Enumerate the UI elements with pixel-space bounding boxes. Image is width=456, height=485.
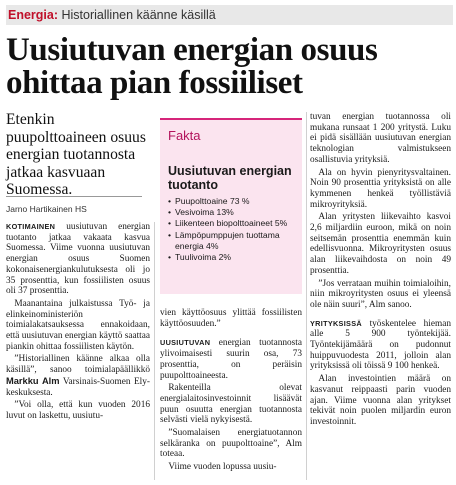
- subhead-lead: YRITYKSISSÄ: [310, 318, 362, 328]
- fact-item: • Lämpöpumppujen tuottama energia 4%: [168, 230, 300, 252]
- paragraph: YRITYKSISSÄ työskentelee hieman alle 5 900 työntekijää. Työntekijämäärä on pudonnut huippuvuodesta 2011, jolloin alan yrityksissä oli töissä 9 100 henkeä.: [310, 318, 451, 372]
- fact-box-heading: Uusiutuvan energian tuotanto: [168, 164, 292, 192]
- article-column-2: [160, 308, 302, 473]
- article-lead: Etenkin puupolttoaineen osuus energian tuotannosta jatkaa kasvuaan Suomessa.: [6, 111, 146, 198]
- fact-box: [160, 118, 302, 294]
- article-headline: Uusiutuvan energian osuus ohittaa pian fossiiliset: [6, 32, 378, 101]
- paragraph: ”Voi olla, että kun vuoden 2016 luvut on laskettu, uusiutu-: [6, 400, 150, 421]
- subhead-lead: UUSIUTUVAN: [160, 338, 211, 348]
- paragraph: UUSIUTUVAN energian tuotannosta ylivoimaisesti suurin osa, 73 prosenttia, on peräisin puupolttoaineesta.: [160, 338, 302, 381]
- paragraph: Rakenteilla olevat energialaitosinvestoinnit lisäävät puun osuutta energian tuotannosta selvästi vielä nykyisestä.: [160, 383, 302, 426]
- fact-item: • Vesivoima 13%: [168, 207, 300, 218]
- column-divider: [154, 222, 155, 480]
- kicker-topic: Historiallinen käänne käsillä: [61, 8, 216, 22]
- section-kicker: [6, 5, 453, 25]
- fact-item: • Puupolttoaine 73 %: [168, 196, 300, 207]
- fact-item: • Tuulivoima 2%: [168, 252, 300, 263]
- byline: Jarno Hartikainen HS: [6, 204, 87, 214]
- paragraph: KOTIMAINEN uusiutuvan energian tuotanto jatkaa vakaata kasvua Suomessa. Viime vuonna uusiutuvan energian osuus Suomen kokonaisenergiankulutuksesta oli jo 35 prosenttia, kun fossiilisten osuus oli 37 prosenttia.: [6, 222, 150, 297]
- paragraph: tuvan energian tuotannossa oli mukana runsaat 1 200 yritystä. Luku ei pidä sisällään uusiutuvan energian teknologian valmistukseen osallistuvia yrityksiä.: [310, 112, 451, 165]
- paragraph: Maanantaina julkaistussa Työ- ja elinkeinoministeriön toimialakatsauksessa ennakoidaan, että uusiutuvan energian käyttö saattaa piankin ohittaa fossiilisten käytön.: [6, 298, 150, 352]
- paragraph: ”Jos verrataan muihin toimialoihin, niin mikroyritysten osuus ei yleensä ole näin suuri”, Alm sanoo.: [310, 278, 451, 310]
- paragraph: ”Suomalaisen energiatuotannon selkäranka on puupolttoaine”, Alm toteaa.: [160, 428, 302, 460]
- paragraph: Viime vuoden lopussa uusiu-: [168, 462, 277, 473]
- fact-box-label: Fakta: [168, 128, 201, 143]
- kicker-section: Energia:: [8, 8, 59, 22]
- paragraph: Alan yritysten liikevaihto kasvoi 2,6 miljardiin euroon, mikä on noin seitsemän prosenttia enemmän kuin edellisvuonna. Mikroyritysten osuus alan liikevaihdosta on noin 49 prosenttia.: [310, 212, 451, 276]
- paragraph: Alan investointien määrä on kasvanut reippaasti parin vuoden ajan. Viime vuonna alan yritykset tekivät noin puolen miljardin euron investoinnit.: [310, 374, 451, 427]
- article-column-1: [6, 222, 150, 422]
- paragraph: Ala on hyvin pienyritysvaltainen. Noin 90 prosenttia yrityksistä on alle kymmenen henkeä työllistäviä mikroyrityksiä.: [310, 167, 451, 210]
- person-name: Markku Alm: [6, 375, 60, 386]
- paragraph: ”Historiallinen käänne alkaa olla käsillä”, sanoo toimialapäällikkö Markku Alm Varsinais-Suomen Ely-keskuksesta.: [6, 354, 151, 398]
- subhead-lead: KOTIMAINEN: [6, 222, 56, 231]
- article-column-3: [310, 112, 451, 428]
- column-divider: [306, 112, 307, 480]
- fact-item: • Liikenteen biopolttoaineet 5%: [168, 218, 300, 229]
- fact-box-list: [168, 196, 300, 263]
- paragraph: vien käyttöosuus ylittää fossiilisten käyttöosuuden.”: [160, 308, 302, 329]
- byline-divider: [6, 196, 142, 197]
